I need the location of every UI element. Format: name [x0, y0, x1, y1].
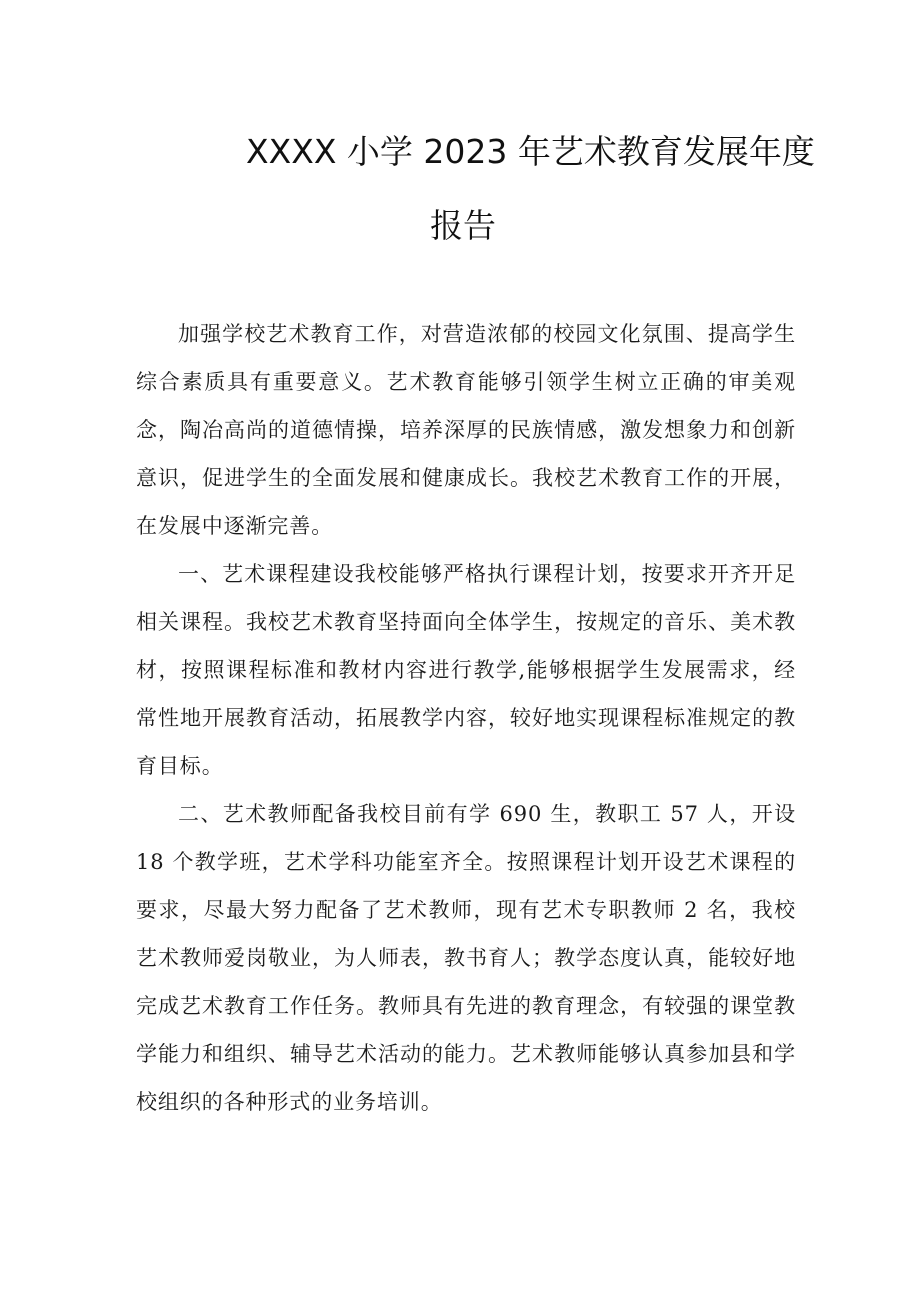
document-body: [136, 310, 796, 1126]
document-title-line-1: XXXX 小学 2023 年艺术教育发展年度: [246, 132, 815, 171]
paragraph-art-teachers: 二、艺术教师配备我校目前有学 690 生，教职工 57 人，开设 18 个教学班，艺术学科功能室齐全。按照课程计划开设艺术课程的要求，尽最大努力配备了艺术教师，现有艺术专职教师 2 名，我校艺术教师爱岗敬业，为人师表，教书育人；教学态度认真，能较好地完成艺术教育工作任务。教师具有先进的教育理念，有较强的课堂教学能力和组织、辅导艺术活动的能力。艺术教师能够认真参加县和学校组织的各种形式的业务培训。: [136, 802, 796, 1114]
document-title-line-2: 报告: [430, 206, 496, 245]
paragraph-intro: 加强学校艺术教育工作，对营造浓郁的校园文化氛围、提高学生综合素质具有重要意义。艺术教育能够引领学生树立正确的审美观念，陶冶高尚的道德情操，培养深厚的民族情感，激发想象力和创新意识，促进学生的全面发展和健康成长。我校艺术教育工作的开展，在发展中逐渐完善。: [136, 322, 796, 538]
paragraph-art-curriculum: 一、艺术课程建设我校能够严格执行课程计划，按要求开齐开足相关课程。我校艺术教育坚持面向全体学生，按规定的音乐、美术教材，按照课程标准和教材内容进行教学,能够根据学生发展需求，经常性地开展教育活动，拓展教学内容，较好地实现课程标准规定的教育目标。: [136, 562, 796, 778]
